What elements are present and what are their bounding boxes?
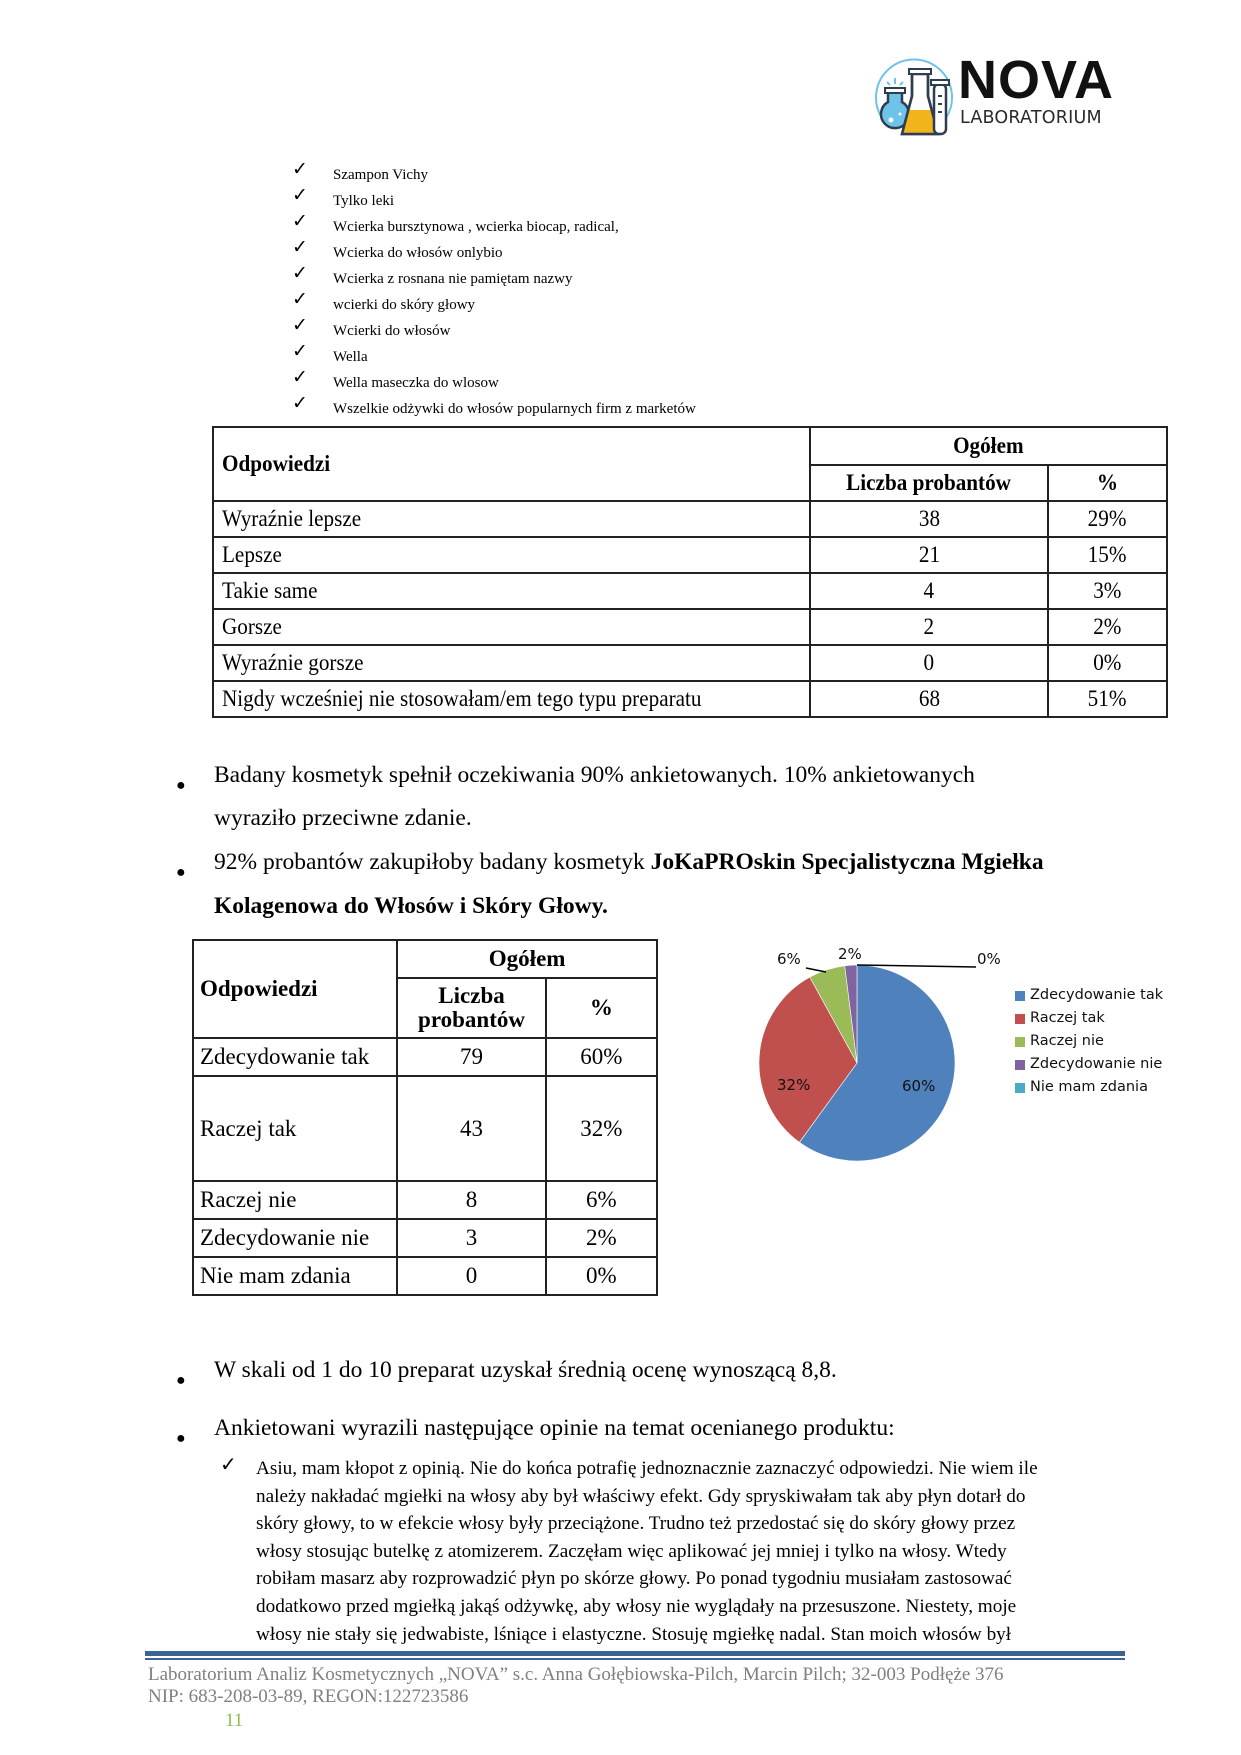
pie-label: 0% [977,950,1001,968]
header-answers: Odpowiedzi [193,940,397,1038]
table-row: Zdecydowanie tak 79 60% [193,1038,657,1076]
header-pct: % [1048,465,1167,502]
table-row: Lepsze 21 15% [213,537,1167,573]
table-row: Wyraźnie lepsze 38 29% [213,501,1167,537]
legend-swatch [1015,1014,1025,1024]
lab-flasks-icon [872,52,956,138]
checkmark-icon: ✓ [292,340,308,362]
leader-line [806,968,826,972]
nova-logo [872,52,1122,138]
checkmark-icon: ✓ [292,392,308,414]
checkmark-icon: ✓ [292,158,308,180]
bullet-icon: ● [176,1430,186,1447]
results-table-effect [212,426,1168,718]
checkmark-icon: ✓ [220,1452,237,1476]
header-answers: Odpowiedzi [213,427,810,501]
header-group: Ogółem [810,427,1167,465]
bullet-icon: ● [176,1372,186,1389]
table-row: Gorsze 2 2% [213,609,1167,645]
checkmark-icon: ✓ [292,366,308,388]
table-row: Wyraźnie gorsze 0 0% [213,645,1167,681]
results-table-purchase [192,939,658,1296]
page-number: 11 [225,1710,244,1731]
product-name: Kolagenowa do Włosów i Skóry Głowy. [214,893,608,919]
header-group: Ogółem [397,940,657,978]
pie-label: 60% [902,1077,936,1095]
footer-rule [145,1651,1125,1656]
bullet-icon: ● [176,777,186,794]
bullet-icon: ● [176,864,186,881]
product-name: JoKaPROskin Specjalistyczna Mgiełka [650,849,1044,875]
legend-swatch [1015,991,1025,1001]
table-row: Zdecydowanie nie 3 2% [193,1219,657,1257]
checkmark-icon: ✓ [292,236,308,258]
header-pct: % [546,978,657,1038]
checkmark-icon: ✓ [292,288,308,310]
legend-swatch [1015,1037,1025,1047]
legend-swatch [1015,1083,1025,1093]
legend-swatch [1015,1060,1025,1070]
checkmark-icon: ✓ [292,184,308,206]
table-row: Raczej tak 43 32% [193,1076,657,1181]
table-row: Takie same 4 3% [213,573,1167,609]
header-count: Liczba probantów [397,978,546,1038]
table-row: Nie mam zdania 0 0% [193,1257,657,1295]
pie-chart-graphic [740,940,980,1170]
checkmark-icon: ✓ [292,314,308,336]
table-row: Nigdy wcześniej nie stosowałam/em tego typu preparatu 68 51% [213,681,1167,717]
checkmark-icon: ✓ [292,210,308,232]
pie-label: 2% [838,945,862,963]
logo-subtitle: LABORATORIUM [960,108,1102,128]
opinion-text: Asiu, mam kłopot z opinią. Nie do końca potrafię jednoznacznie zaznaczyć odpowiedzi. Nie wiem ile należy nakładać mgiełki na włosy aby był właściwy efekt. Gdy spryskiwałam tak aby płyn dotarł do skóry głowy, to w efekcie włosy były przeciążone. Trudno też przedostać się do skóry głowy przez włosy stosując butelkę z atomizerem. Zaczęłam więc aplikować jej mniej i tylko na włosy. Wtedy robiłam masarz aby rozprowadzić płyn po skórze głowy. Po ponad tygodniu musiałam zastosować dodatkowo przed mgiełką jakąś odżywkę, aby włosy nie wyglądały na przesuszone. Niestety, moje włosy nie stały się jedwabiste, lśniące i elastyczne. Stosuję mgiełkę nadal. Stan moich włosów był [256,1458,1038,1645]
pie-label: 32% [777,1076,811,1094]
footer-rule-thin [145,1658,1125,1660]
footer-address: Laboratorium Analiz Kosmetycznych „NOVA” s.c. Anna Gołębiowska-Pilch, Marcin Pilch; 32-003 Podłęże 376 NIP: 683-208-03-89, REGON:122723586 [148,1664,1004,1707]
table-row: Raczej nie 8 6% [193,1181,657,1219]
pie-label: 6% [777,950,801,968]
checkmark-icon: ✓ [292,262,308,284]
header-count: Liczba probantów [810,465,1047,502]
logo-title: NOVA [958,50,1115,110]
